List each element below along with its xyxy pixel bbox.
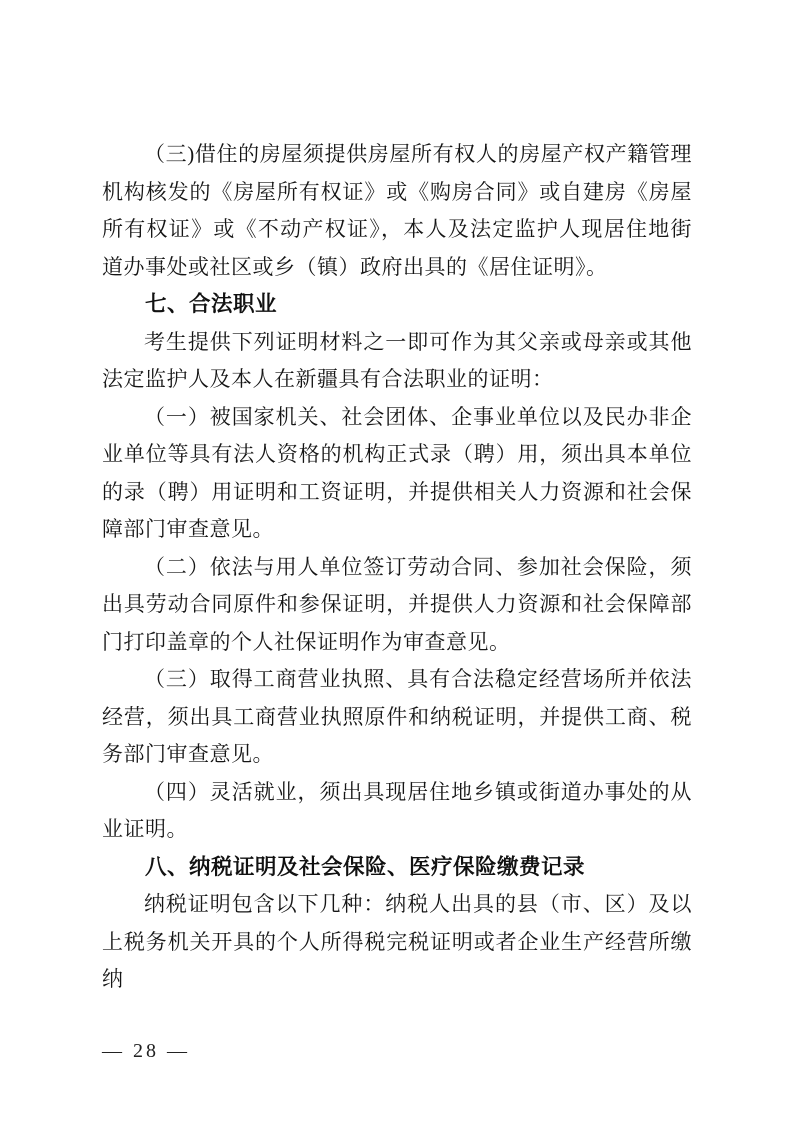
paragraph-item-1-employment-proof: （一）被国家机关、社会团体、企事业单位以及民办非企业单位等具有法人资格的机构正式录（聘）用，须出具本单位的录（聘）用证明和工资证明，并提供相关人力资源和社会保障部门审查意见。 — [102, 404, 692, 541]
paragraph-item-3-business-license: （三）取得工商营业执照、具有合法稳定经营场所并依法经营，须出具工商营业执照原件和纳税证明，并提供工商、税务部门审查意见。 — [102, 667, 692, 766]
heading-section-8-tax-social-insurance: 八、纳税证明及社会保险、医疗保险缴费记录 — [145, 854, 586, 879]
paragraph-legal-occupation-intro: 考生提供下列证明材料之一即可作为其父亲或母亲或其他法定监护人及本人在新疆具有合法职业的证明： — [102, 329, 692, 391]
paragraph-item-4-flexible-employment: （四）灵活就业，须出具现居住地乡镇或街道办事处的从业证明。 — [102, 779, 692, 841]
paragraph-item-2-labor-contract: （二）依法与用人单位签订劳动合同、参加社会保险，须出具劳动合同原件和参保证明，并提供人力资源和社会保障部门打印盖章的个人社保证明作为审查意见。 — [102, 554, 692, 654]
page-number: — 28 — — [102, 1040, 190, 1062]
paragraph-housing-certificate: （三)借住的房屋须提供房屋所有权人的房屋产权产籍管理机构核发的《房屋所有权证》或《购房合同》或自建房《房屋所有权证》或《不动产权证》，本人及法定监护人现居住地街道办事处或社区或乡（镇）政府出具的《居住证明》。 — [102, 142, 692, 279]
heading-section-7-legal-occupation: 七、合法职业 — [145, 292, 278, 316]
paragraph-tax-certificate-types: 纳税证明包含以下几种：纳税人出具的县（市、区）及以上税务机关开具的个人所得税完税证明或者企业生产经营所缴纳 — [102, 892, 692, 991]
document-body — [102, 136, 692, 999]
